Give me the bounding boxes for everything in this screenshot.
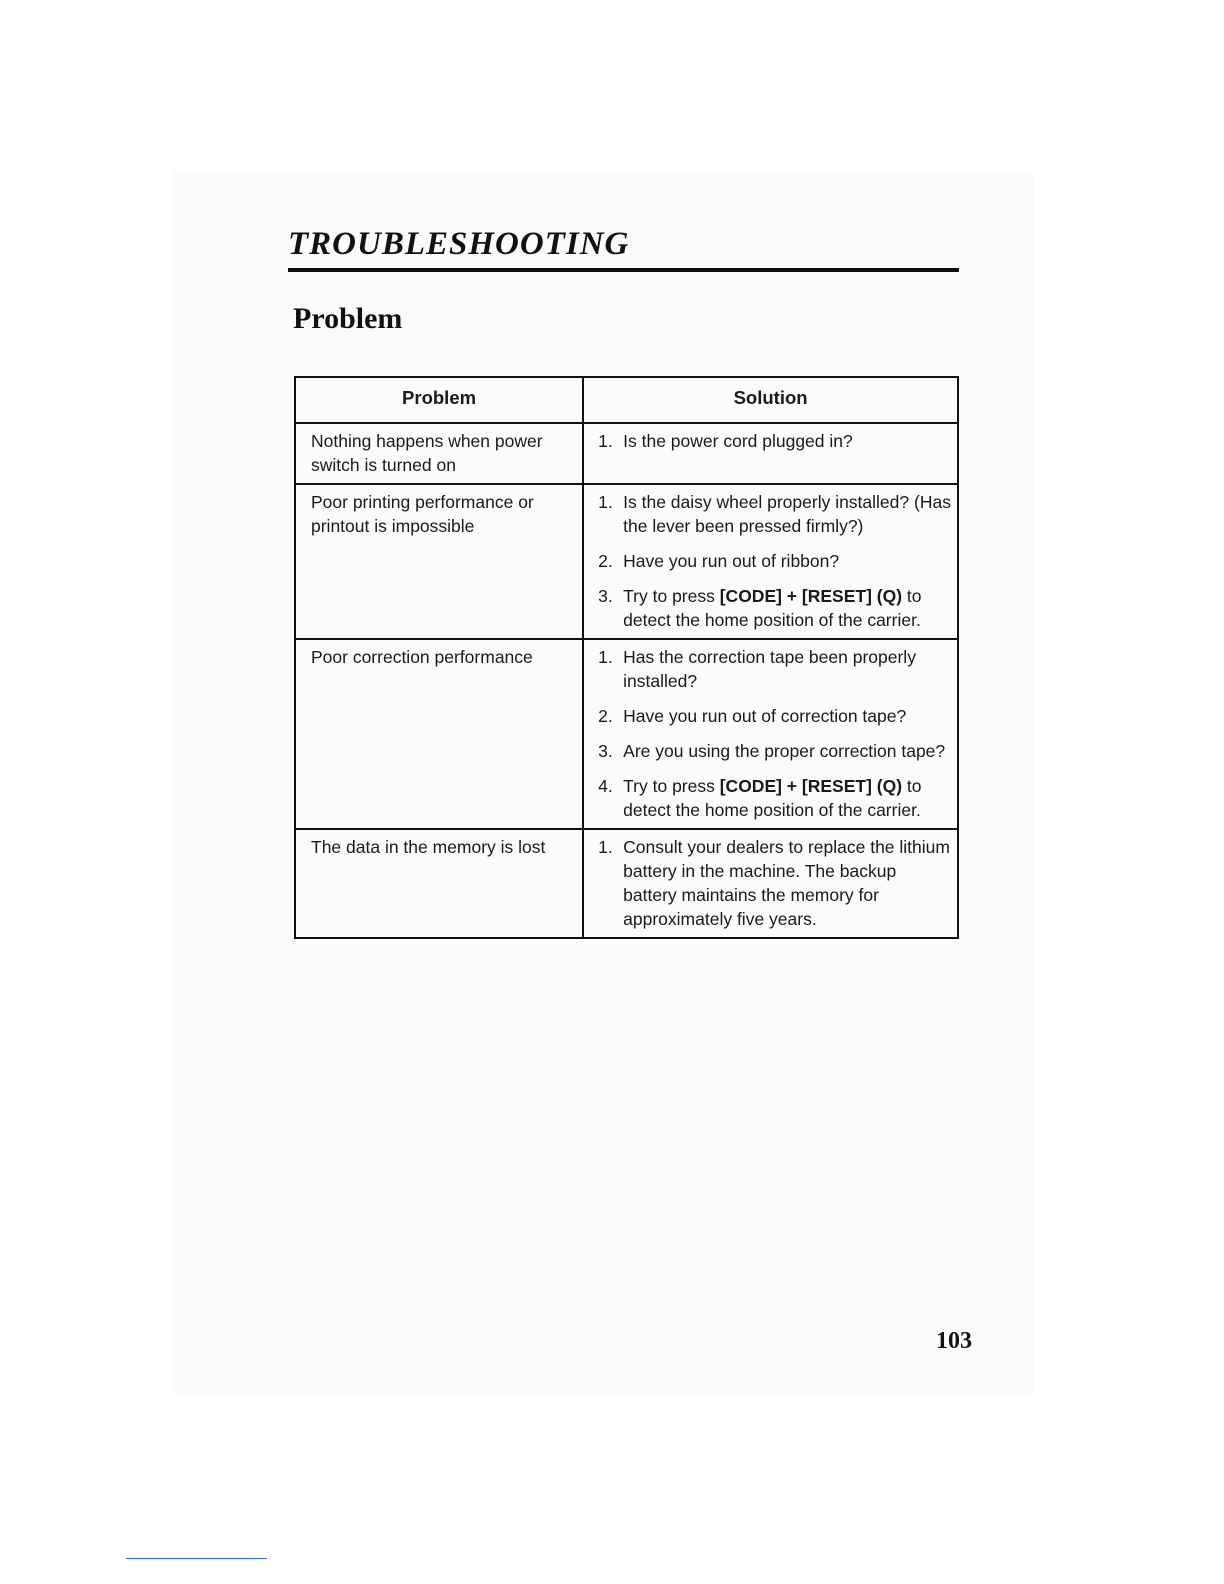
footer-rule [126, 1558, 267, 1559]
column-header-problem: Problem [295, 377, 583, 423]
solution-cell [583, 639, 958, 829]
step-text-before: Try to press [623, 586, 720, 606]
title-rule [288, 268, 959, 272]
step-number: 1. [598, 431, 613, 451]
table-row [295, 639, 958, 829]
step-text-after: to detect the home position of the carrier. [623, 586, 922, 630]
step-number: 3. [598, 741, 613, 761]
solution-step [598, 835, 951, 931]
problem-cell: Poor correction performance [295, 639, 583, 829]
solution-step [598, 584, 951, 632]
table-header-row [295, 377, 958, 423]
problem-cell: The data in the memory is lost [295, 829, 583, 938]
solution-list [598, 645, 951, 822]
key-combination: [CODE] + [RESET] (Q) [719, 586, 903, 606]
key-combination: [CODE] + [RESET] (Q) [719, 776, 903, 796]
step-text: Is the daisy wheel properly installed? (Has the lever been pressed firmly?) [623, 492, 951, 536]
problem-cell: Poor printing performance or printout is impossible [295, 484, 583, 639]
table-row [295, 484, 958, 639]
solution-list [598, 835, 951, 931]
step-number: 2. [598, 706, 613, 726]
step-number: 2. [598, 551, 613, 571]
solution-step [598, 704, 951, 728]
solution-step [598, 490, 951, 538]
solution-list [598, 490, 951, 632]
solution-step [598, 549, 951, 573]
solution-step [598, 645, 951, 693]
column-header-solution: Solution [583, 377, 958, 423]
step-text: Have you run out of correction tape? [623, 706, 907, 726]
solution-step [598, 774, 951, 822]
step-text [623, 584, 951, 632]
step-text: Has the correction tape been properly installed? [623, 647, 916, 691]
step-number: 1. [598, 492, 613, 512]
solution-cell [583, 829, 958, 938]
solution-list [598, 429, 951, 453]
step-number: 1. [598, 647, 613, 667]
step-text: Consult your dealers to replace the lithium battery in the machine. The backup battery maintains the memory for approximately five years. [623, 837, 950, 929]
subsection-title: Problem [293, 302, 403, 335]
step-text-before: Try to press [623, 776, 720, 796]
step-text: Have you run out of ribbon? [623, 551, 840, 571]
table-row [295, 423, 958, 484]
step-number: 4. [598, 776, 613, 796]
step-text: Are you using the proper correction tape? [623, 741, 946, 761]
troubleshooting-table [294, 376, 959, 939]
step-number: 1. [598, 837, 613, 857]
step-number: 3. [598, 586, 613, 606]
solution-cell [583, 484, 958, 639]
solution-step [598, 739, 951, 763]
step-text: Is the power cord plugged in? [623, 431, 853, 451]
solution-cell [583, 423, 958, 484]
step-text [623, 774, 951, 822]
page-number [936, 1326, 972, 1339]
problem-cell: Nothing happens when power switch is turned on [295, 423, 583, 484]
step-text-after: to detect the home position of the carrier. [623, 776, 922, 820]
table-row [295, 829, 958, 938]
section-title: TROUBLESHOOTING [288, 226, 630, 262]
solution-step [598, 429, 951, 453]
